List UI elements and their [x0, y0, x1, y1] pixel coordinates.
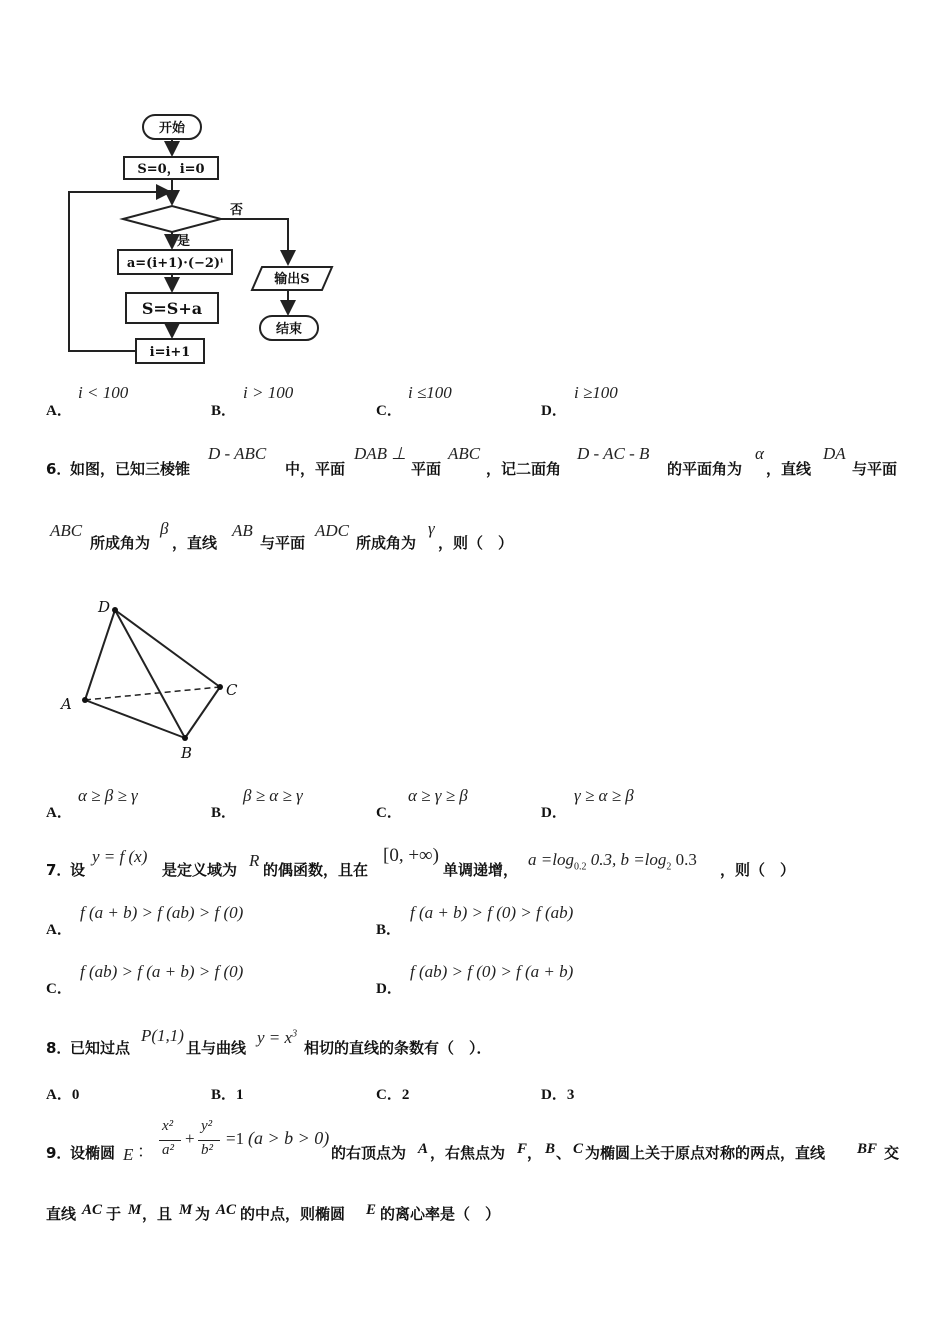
- q8-option-b-value: 1: [236, 1087, 244, 1103]
- vertex-c-label: C: [226, 681, 238, 699]
- q5-option-c-math: i ≤100: [408, 383, 452, 402]
- q5-option-d-math: i ≥100: [574, 383, 618, 402]
- q6-text-9: ，直线: [172, 534, 218, 552]
- q9-line2-text-3: ，且: [142, 1205, 173, 1223]
- q9-line-2: [0, 1200, 950, 1260]
- q9-text-6: 为椭圆上关于原点对称的两点，直线: [585, 1144, 826, 1162]
- q8-math-1: P(1,1): [141, 1026, 184, 1045]
- tetrahedron-figure: [55, 595, 255, 765]
- q6-math-5: α: [755, 444, 764, 463]
- q8-option-d-value: 3: [566, 1087, 575, 1103]
- q9-text-1: 设椭圆: [70, 1144, 116, 1162]
- q9-line2-text-4: 为: [195, 1205, 211, 1223]
- q9-frac1-den: a²: [162, 1142, 174, 1158]
- flow-assign-text: a=(i+1)·(−2)ⁱ: [126, 256, 224, 271]
- q6-options: [0, 785, 950, 845]
- q9-line2-e: E: [366, 1202, 377, 1218]
- vertex-d-label: D: [98, 598, 111, 616]
- q9-text-2: 的右顶点为: [331, 1144, 407, 1162]
- q9-number: 9．: [46, 1144, 72, 1162]
- flow-update-s-text: S=S+a: [141, 299, 203, 318]
- q6-option-b-label: B．: [211, 805, 237, 821]
- q6-text-7: 与平面: [852, 460, 898, 478]
- q6-option-a-math: α ≥ β ≥ γ: [78, 786, 138, 805]
- q9-condition: (a > b > 0): [248, 1128, 330, 1148]
- q6-math-4: D - AC - B: [577, 444, 650, 463]
- q6-math-11: γ: [428, 519, 435, 538]
- q8-text-2: 且与曲线: [186, 1039, 247, 1057]
- q8-option-c-value: 2: [401, 1087, 410, 1103]
- q9-frac1-num: x²: [162, 1118, 174, 1134]
- q7-option-b-math: f (a + b) > f (0) > f (ab): [410, 903, 574, 922]
- q6-math-6: DA: [823, 444, 846, 463]
- q7-math-4c: 0.3: [671, 850, 697, 869]
- q9-line2-ac: AC: [82, 1202, 103, 1218]
- flow-update-i-text: i=i+1: [149, 345, 191, 360]
- q8-option-d: [541, 1083, 574, 1104]
- vertex-c-dot: [217, 684, 223, 690]
- q5-option-a-label: A．: [46, 403, 72, 419]
- flow-output-text: 输出S: [274, 272, 310, 287]
- q7-line: [0, 845, 950, 905]
- q9-point-a: A: [418, 1141, 429, 1157]
- q6-option-a-label: A．: [46, 805, 72, 821]
- q7-option-c-math: f (ab) > f (a + b) > f (0): [80, 962, 244, 981]
- q7-math-4b-sub: 2: [666, 861, 672, 873]
- q8-option-d-label: D．: [541, 1087, 567, 1103]
- q7-option-a-label: A．: [46, 922, 72, 938]
- q8-option-c-label: C．: [376, 1087, 402, 1103]
- q5-option-c-label: C．: [376, 403, 402, 419]
- q7-number: 7．: [46, 861, 72, 879]
- q8-math-2-base: y = x: [257, 1028, 293, 1047]
- vertex-d-dot: [112, 607, 118, 613]
- q9-frac2-bar: [198, 1140, 220, 1141]
- q8-option-c: [376, 1083, 409, 1104]
- q8-text-3: 相切的直线的条数有（ ）．: [304, 1039, 492, 1057]
- q8-option-a-value: 0: [71, 1087, 80, 1103]
- q6-math-7: ABC: [50, 521, 83, 540]
- q6-text-11: 所成角为: [356, 534, 417, 552]
- q9-line-bf: BF: [857, 1141, 878, 1157]
- q9-line2-text-2: 于: [106, 1205, 122, 1223]
- q6-option-d-math: γ ≥ α ≥ β: [574, 786, 634, 805]
- q7-math-4: [528, 850, 697, 872]
- q7-text-2: 是定义域为: [162, 861, 238, 879]
- vertex-b-dot: [182, 735, 188, 741]
- q8-number: 8．: [46, 1039, 72, 1057]
- q9-frac2-den: b²: [201, 1142, 213, 1158]
- q8-text-1: 已知过点: [70, 1039, 131, 1057]
- q9-line2-m2: M: [179, 1202, 193, 1218]
- q8-option-b-label: B．: [211, 1087, 237, 1103]
- q9-frac2-num: y²: [201, 1118, 213, 1134]
- q6-math-10: ADC: [315, 521, 349, 540]
- flow-start-text: 开始: [158, 121, 186, 136]
- q6-math-1: D - ABC: [208, 444, 267, 463]
- q6-text-4: ，记二面角: [486, 460, 562, 478]
- q5-option-a-math: i < 100: [78, 383, 129, 402]
- q9-line2-text-1: 直线: [46, 1205, 77, 1223]
- q6-text-2: 中，平面: [285, 460, 346, 478]
- q8-math-2-sup: 3: [292, 1028, 298, 1040]
- q7-math-1: y = f (x): [92, 847, 148, 866]
- q8-option-b: [211, 1083, 244, 1104]
- flow-decision-node: [123, 206, 221, 232]
- vertex-a-label: A: [61, 695, 72, 713]
- q6-number: 6．: [46, 460, 72, 478]
- q6-text-10: 与平面: [260, 534, 306, 552]
- q5-option-d-label: D．: [541, 403, 567, 419]
- q6-text-12: ，则（ ）: [438, 534, 514, 552]
- q5-option-b-math: i > 100: [243, 383, 294, 402]
- q7-math-4b: 0.3, b =log: [586, 850, 667, 869]
- q7-option-d-label: D．: [376, 981, 402, 997]
- q9-line2-ac2: AC: [216, 1202, 237, 1218]
- q7-math-4a-sub: 0.2: [573, 861, 587, 873]
- q6-text-1: 如图，已知三棱锥: [70, 460, 191, 478]
- q7-option-b-label: B．: [376, 922, 402, 938]
- q9-point-c: C: [573, 1141, 584, 1157]
- q6-text-5: 的平面角为: [667, 460, 743, 478]
- q9-line2-text-6: 的离心率是（ ）: [380, 1205, 501, 1223]
- q9-line2-text-5: 的中点，则椭圆: [240, 1205, 346, 1223]
- q9-eq: =1: [226, 1129, 245, 1148]
- q6-text-6: ，直线: [766, 460, 812, 478]
- q7-math-4a: a =log: [528, 850, 574, 869]
- q7-option-d-math: f (ab) > f (0) > f (a + b): [410, 962, 574, 981]
- q7-options-row-1: [0, 900, 950, 960]
- q6-math-8: β: [160, 519, 169, 538]
- q7-option-c-label: C．: [46, 981, 72, 997]
- q9-point-f: F: [517, 1141, 528, 1157]
- q6-line-2: [0, 518, 950, 578]
- q6-text-3: 平面: [411, 460, 442, 478]
- q6-option-d-label: D．: [541, 805, 567, 821]
- q7-math-2: R: [249, 851, 260, 870]
- q6-option-b-math: β ≥ α ≥ γ: [243, 786, 303, 805]
- vertex-a-dot: [82, 697, 88, 703]
- q6-option-c-math: α ≥ γ ≥ β: [408, 786, 468, 805]
- q7-text-3: 的偶函数，且在: [263, 861, 369, 879]
- q6-text-8: 所成角为: [90, 534, 151, 552]
- q5-option-b-label: B．: [211, 403, 237, 419]
- q9-point-b: B: [545, 1141, 556, 1157]
- q9-line2-m: M: [128, 1202, 142, 1218]
- q9-frac1-bar: [159, 1140, 181, 1141]
- q9-text-4: ，: [527, 1144, 543, 1162]
- q9-text-5: 、: [556, 1144, 572, 1162]
- q7-option-a-math: f (a + b) > f (ab) > f (0): [80, 903, 244, 922]
- q6-math-3: ABC: [448, 444, 481, 463]
- q8-option-a: [46, 1083, 79, 1104]
- q7-math-3: [0, +∞): [383, 845, 439, 866]
- q8-option-a-label: A．: [46, 1087, 72, 1103]
- q7-text-4: 单调递增，: [443, 861, 519, 879]
- flow-init-text: S=0，i=0: [137, 162, 205, 177]
- q9-plus: +: [185, 1129, 195, 1148]
- flow-end-text: 结束: [275, 322, 303, 337]
- q9-text-7: 交: [884, 1144, 900, 1162]
- q8-math-2: [257, 1028, 297, 1048]
- q7-text-5: ，则（ ）: [720, 861, 796, 879]
- q9-text-3: ，右焦点为: [430, 1144, 506, 1162]
- q6-math-9: AB: [232, 521, 253, 540]
- q6-math-2: DAB ⊥: [354, 444, 407, 463]
- q7-text-1: 设: [70, 861, 86, 879]
- flow-yes-text: 是: [177, 234, 191, 249]
- q6-line-1: [0, 440, 950, 500]
- q9-colon: ：: [137, 1142, 154, 1161]
- vertex-b-label: B: [181, 744, 193, 762]
- q5-options: [0, 382, 950, 442]
- q9-line-1: [0, 1115, 950, 1175]
- q6-option-c-label: C．: [376, 805, 402, 821]
- flow-no-text: 否: [230, 203, 244, 218]
- q9-ellipse-name: E: [123, 1145, 134, 1164]
- q7-options-row-2: [0, 959, 950, 1019]
- flowchart-figure: [50, 100, 350, 370]
- q8-line: [0, 1024, 950, 1084]
